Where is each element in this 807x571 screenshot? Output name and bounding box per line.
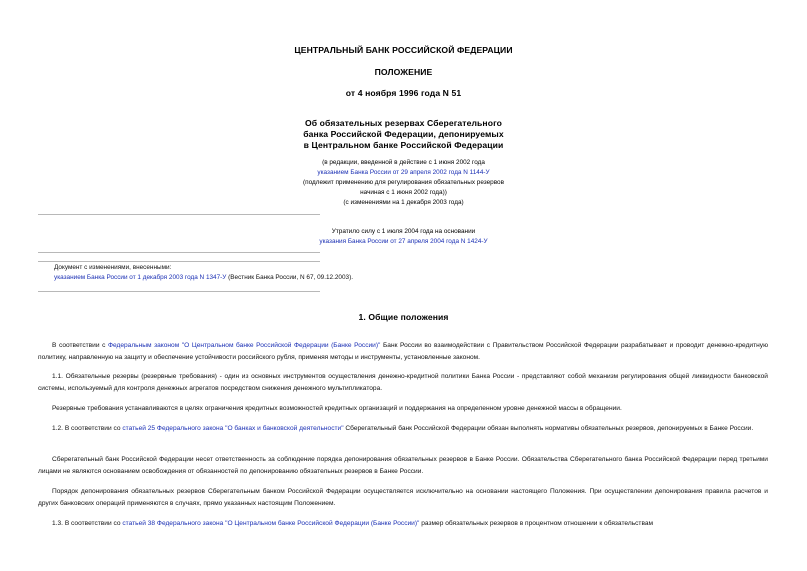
doc-title-line: в Центральном банке Российской Федерации <box>303 140 504 150</box>
paragraph <box>38 340 768 363</box>
changes-source: (Вестник Банка России, N 67, 09.12.2003). <box>226 274 353 281</box>
divider <box>38 291 320 292</box>
divider <box>38 261 320 262</box>
changes-link[interactable]: указанием Банка России от 1 декабря 2003 года N 1347-У <box>54 274 227 281</box>
expired-link[interactable]: указания Банка России от 27 апреля 2004 года N 1424-У <box>319 238 488 245</box>
law-link[interactable]: статьей 25 Федерального закона "О банках и банковской деятельности" <box>122 425 344 432</box>
paragraph-text: Сберегательный банк Российской Федерации обязан выполнять нормативы обязательных резервов, депонируемых в Банке России. <box>343 425 754 432</box>
paragraph <box>38 518 768 530</box>
paragraph <box>38 423 768 435</box>
paragraph-text: размер обязательных резервов в процентном отношении к обязательствам <box>419 520 654 527</box>
law-link[interactable]: Федеральным законом "О Центральном банке Российской Федерации (Банке России)" <box>107 342 381 349</box>
paragraph-text: Банк России во взаимодействии с Правительством Российской Федерации разрабатывает и проводит денежно-кредитную политику, направленную на защиту и обеспечение устойчивости российского рубля, применяя методы и инструменты, установленные законом. <box>38 342 769 361</box>
divider <box>38 214 320 215</box>
paragraph-text: 1.1. Обязательные резервы (резервные требования) - один из основных инструментов осуществления денежно-кредитной политики Банка России - представляют собой механизм регулирования общей ликвидности банковской системы, используемый для контроля денежных агрегатов посредством снижения денежного мультипликатора. <box>38 373 768 392</box>
paragraph-text: Резервные требования устанавливаются в целях ограничения кредитных возможностей кредитных организаций и поддержания на определенном уровне денежной массы в обращении. <box>52 405 622 412</box>
doc-title-line: Об обязательных резервах Сберегательного <box>305 118 502 128</box>
paragraph <box>38 454 768 477</box>
paragraph-text: Сберегательный банк Российской Федерации несет ответственность за соблюдение порядка депонирования обязательных резервов в Банке России. Обязательства Сберегательного банка Российской Федерации перед третьими лицами не являются основанием освобождения от обязанностей по депонированию обязательных резервов в Банке России. <box>38 456 768 475</box>
paragraph <box>38 371 768 394</box>
edition-note <box>0 158 807 208</box>
paragraph-text: Порядок депонирования обязательных резервов Сберегательным банком Российской Федерации осуществляется исключительно на основании настоящего Положения. При осуществлении депонирования правила расчетов и других банковских операций применяются в случаях, прямо указанных настоящим Положением. <box>38 488 768 507</box>
paragraph-text: В соответствии с <box>52 342 108 349</box>
section-heading: 1. Общие положения <box>358 312 449 322</box>
paragraph-text: 1.2. В соответствии со <box>52 425 123 432</box>
expired-line: Утратило силу с 1 июля 2004 года на основании <box>331 228 476 235</box>
doc-date: от 4 ноября 1996 года N 51 <box>345 88 462 98</box>
doc-title-line: банка Российской Федерации, депонируемых <box>303 129 504 139</box>
edition-line: (с изменениями на 1 декабря 2003 года) <box>343 199 464 206</box>
issuer-title: ЦЕНТРАЛЬНЫЙ БАНК РОССИЙСКОЙ ФЕДЕРАЦИИ <box>294 45 513 55</box>
paragraph <box>38 403 768 415</box>
paragraph <box>38 486 768 509</box>
divider <box>38 252 320 253</box>
edition-line: начиная с 1 июня 2002 года)) <box>360 189 447 196</box>
law-link[interactable]: статьей 38 Федерального закона "О Центральном банке Российской Федерации (Банке России)" <box>122 520 420 527</box>
changes-label: Документ с изменениями, внесенными: <box>54 264 172 271</box>
edition-line: (в редакции, введенной в действие с 1 июня 2002 года <box>322 159 485 166</box>
doc-title <box>0 118 807 151</box>
doc-type: ПОЛОЖЕНИЕ <box>374 67 433 77</box>
paragraph-text: 1.3. В соответствии со <box>52 520 123 527</box>
edition-link[interactable]: указанием Банка России от 29 апреля 2002 года N 1144-У <box>317 169 490 176</box>
changes-block <box>54 263 353 283</box>
expired-note <box>0 227 807 247</box>
edition-line: (подлежит применению для регулирования обязательных резервов <box>302 179 504 186</box>
